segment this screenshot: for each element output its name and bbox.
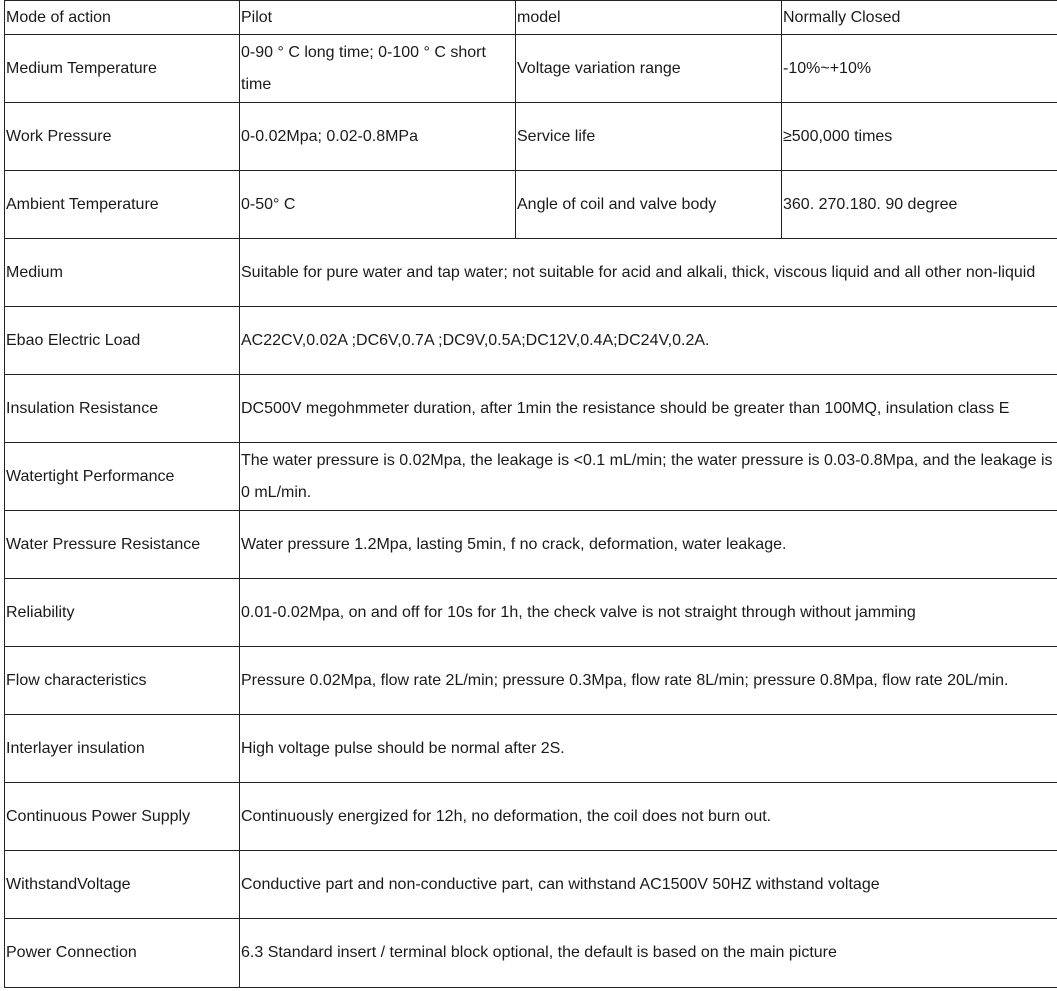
spec-row xyxy=(5,579,1057,647)
spec-value: Normally Closed xyxy=(782,1,1057,35)
spec-label: Reliability xyxy=(5,579,240,647)
spec-label: Work Pressure xyxy=(5,103,240,171)
spec-value: 0.01-0.02Mpa, on and off for 10s for 1h, the check valve is not straight through without jamming xyxy=(240,579,1057,647)
spec-value: Pilot xyxy=(240,1,516,35)
spec-label: Interlayer insulation xyxy=(5,715,240,783)
spec-row xyxy=(5,171,1057,239)
spec-row xyxy=(5,239,1057,307)
spec-value: -10%~+10% xyxy=(782,35,1057,103)
spec-label: WithstandVoltage xyxy=(5,851,240,919)
spec-value: 6.3 Standard insert / terminal block optional, the default is based on the main picture xyxy=(240,919,1057,988)
spec-value: The water pressure is 0.02Mpa, the leakage is <0.1 mL/min; the water pressure is 0.03-0.8Mpa, and the leakage is 0 mL/min. xyxy=(240,443,1057,511)
spec-label: Angle of coil and valve body xyxy=(516,171,782,239)
spec-row xyxy=(5,783,1057,851)
spec-row xyxy=(5,375,1057,443)
spec-value: 360. 270.180. 90 degree xyxy=(782,171,1057,239)
spec-label: Mode of action xyxy=(5,1,240,35)
spec-label: Continuous Power Supply xyxy=(5,783,240,851)
spec-value: AC22CV,0.02A ;DC6V,0.7A ;DC9V,0.5A;DC12V,0.4A;DC24V,0.2A. xyxy=(240,307,1057,375)
spec-value: High voltage pulse should be normal after 2S. xyxy=(240,715,1057,783)
spec-label: Water Pressure Resistance xyxy=(5,511,240,579)
spec-label: Medium xyxy=(5,239,240,307)
spec-label: Flow characteristics xyxy=(5,647,240,715)
spec-value: 0-90 ° C long time; 0-100 ° C short time xyxy=(240,35,516,103)
spec-label: Watertight Performance xyxy=(5,443,240,511)
spec-row xyxy=(5,647,1057,715)
spec-value: Water pressure 1.2Mpa, lasting 5min, f no crack, deformation, water leakage. xyxy=(240,511,1057,579)
spec-row xyxy=(5,715,1057,783)
spec-label: Voltage variation range xyxy=(516,35,782,103)
spec-table xyxy=(4,0,1057,988)
spec-row xyxy=(5,35,1057,103)
spec-value: 0-0.02Mpa; 0.02-0.8MPa xyxy=(240,103,516,171)
spec-value: DC500V megohmmeter duration, after 1min the resistance should be greater than 100MQ, insulation class E xyxy=(240,375,1057,443)
spec-row xyxy=(5,919,1057,988)
spec-row xyxy=(5,443,1057,511)
spec-label: model xyxy=(516,1,782,35)
spec-value: Pressure 0.02Mpa, flow rate 2L/min; pressure 0.3Mpa, flow rate 8L/min; pressure 0.8Mpa, flow rate 20L/min. xyxy=(240,647,1057,715)
spec-row xyxy=(5,103,1057,171)
spec-label: Ambient Temperature xyxy=(5,171,240,239)
spec-value: Continuously energized for 12h, no deformation, the coil does not burn out. xyxy=(240,783,1057,851)
spec-label: Service life xyxy=(516,103,782,171)
spec-row xyxy=(5,1,1057,35)
spec-value: ≥500,000 times xyxy=(782,103,1057,171)
spec-row xyxy=(5,307,1057,375)
spec-value: 0-50° C xyxy=(240,171,516,239)
spec-table-body xyxy=(5,1,1057,988)
spec-label: Medium Temperature xyxy=(5,35,240,103)
spec-row xyxy=(5,511,1057,579)
spec-value: Suitable for pure water and tap water; not suitable for acid and alkali, thick, viscous liquid and all other non-liquid xyxy=(240,239,1057,307)
spec-label: Ebao Electric Load xyxy=(5,307,240,375)
spec-label: Power Connection xyxy=(5,919,240,988)
spec-label: Insulation Resistance xyxy=(5,375,240,443)
spec-value: Conductive part and non-conductive part, can withstand AC1500V 50HZ withstand voltage xyxy=(240,851,1057,919)
spec-row xyxy=(5,851,1057,919)
